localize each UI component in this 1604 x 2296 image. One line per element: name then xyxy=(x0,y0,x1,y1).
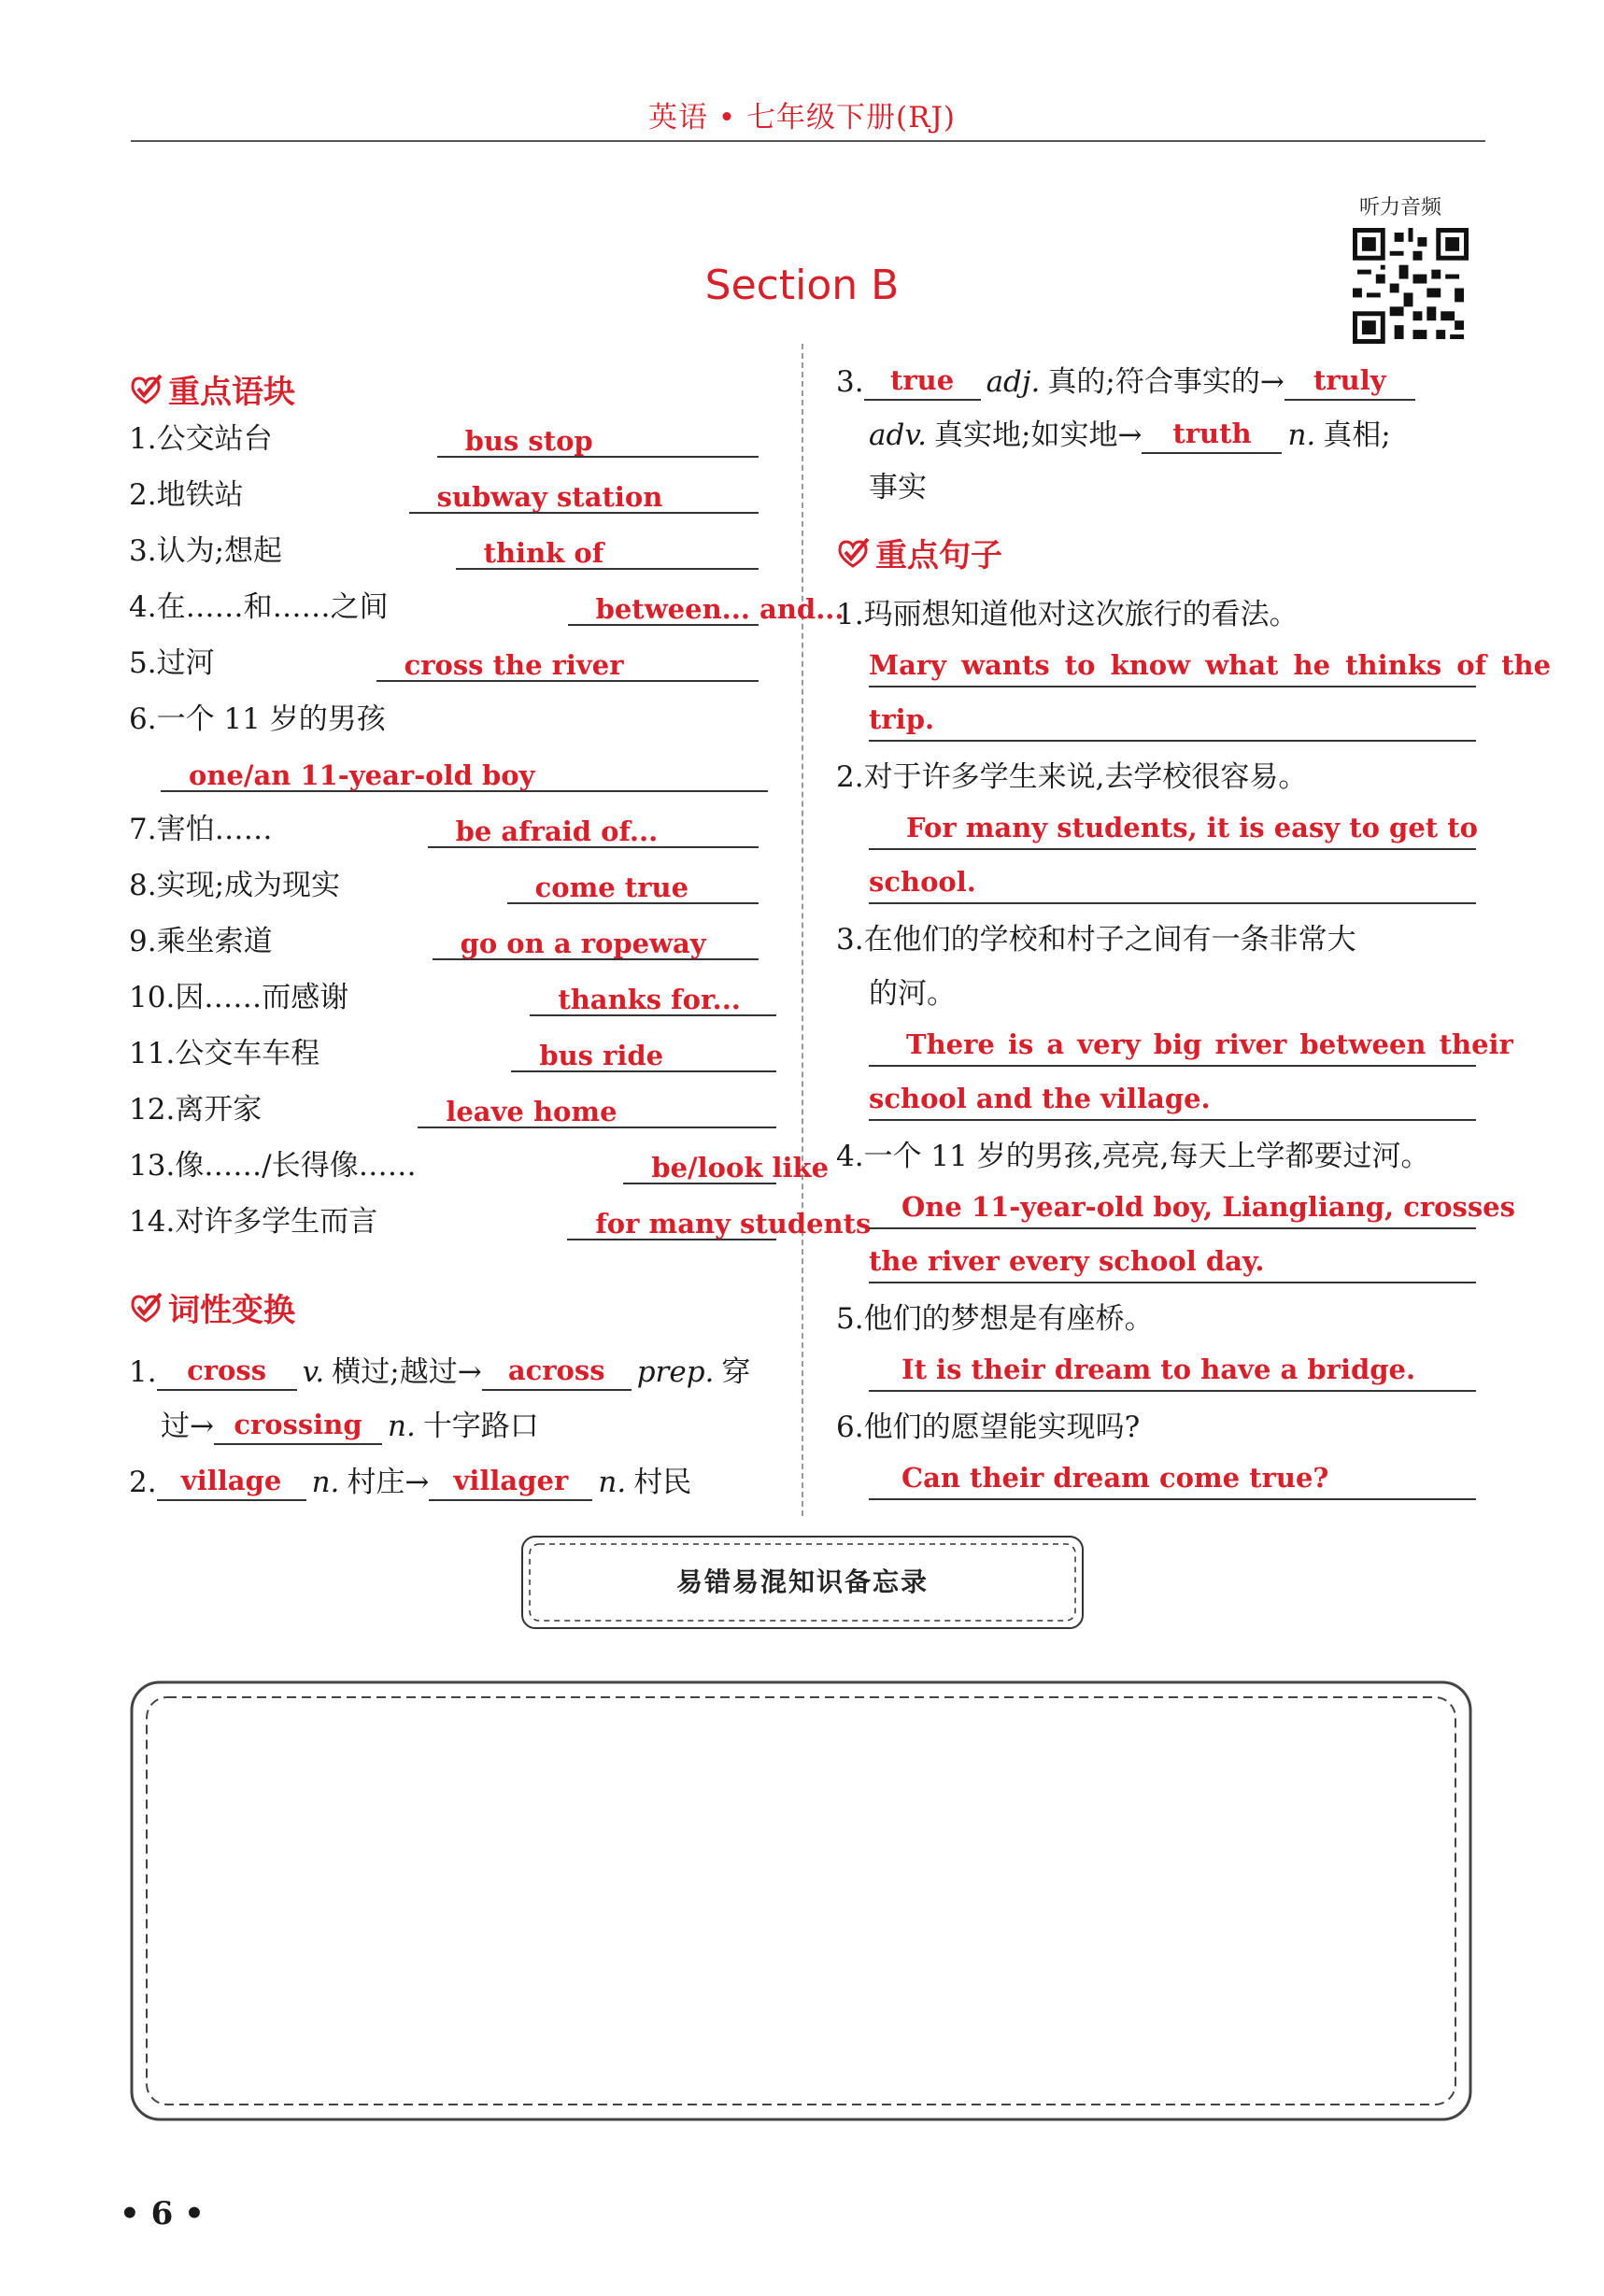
item-number: 6. xyxy=(129,702,157,736)
answer-blank[interactable]: thanks for... xyxy=(530,979,776,1016)
item-number: 5. xyxy=(836,1302,864,1336)
answer-blank[interactable]: across xyxy=(482,1350,632,1391)
sentence-1-cn xyxy=(836,596,1299,633)
item-number: 11. xyxy=(129,1037,176,1070)
answer-line[interactable]: school and the village. xyxy=(869,1078,1476,1121)
check-heart-icon xyxy=(129,374,163,405)
chinese-phrase: 在……和……之间 xyxy=(156,590,389,624)
answer-line[interactable]: school. xyxy=(869,861,1476,904)
chinese-meaning: 村民 xyxy=(633,1466,692,1499)
wordform-item-3 xyxy=(836,360,1415,401)
chinese-sentence: 玛丽想知道他对这次旅行的看法。 xyxy=(863,598,1299,631)
chinese-sentence: 的河。 xyxy=(869,977,956,1011)
part-of-speech: adv. xyxy=(869,418,928,452)
chinese-meaning: 村庄→ xyxy=(347,1466,430,1499)
item-number: 3. xyxy=(836,365,864,399)
answer-line[interactable]: One 11-year-old boy, Liangliang, crosses xyxy=(869,1186,1476,1229)
phrase-item xyxy=(129,979,776,1016)
part-of-speech: n. xyxy=(1287,418,1316,452)
answer-blank[interactable]: bus ride xyxy=(511,1035,776,1072)
answer-blank[interactable]: village xyxy=(157,1460,306,1501)
column-divider xyxy=(802,344,803,1516)
item-number: 12. xyxy=(129,1093,176,1127)
answer-blank[interactable]: go on a ropeway xyxy=(433,923,759,960)
chinese-phrase: 对许多学生而言 xyxy=(175,1205,378,1239)
chinese-sentence: 一个 11 岁的男孩,亮亮,每天上学都要过河。 xyxy=(863,1140,1430,1173)
chinese-phrase: 一个 11 岁的男孩 xyxy=(156,702,386,736)
sentence-6-cn xyxy=(836,1409,1140,1446)
phrase-item xyxy=(129,645,759,682)
section-title: Section B xyxy=(704,262,900,309)
answer-line[interactable]: For many students, it is easy to get to xyxy=(869,807,1476,850)
answer-line[interactable]: It is their dream to have a bridge. xyxy=(869,1349,1476,1392)
notes-box-frame[interactable] xyxy=(126,1677,1476,2125)
chinese-meaning: 十字路口 xyxy=(422,1410,539,1443)
item-number: 1. xyxy=(836,598,864,631)
item-number: 6. xyxy=(836,1410,864,1444)
page-number: • 6 • xyxy=(120,2195,205,2232)
sentences-heading-text: 重点句子 xyxy=(875,537,1002,574)
phrase-item xyxy=(129,1035,776,1072)
chinese-phrase: 实现;成为现实 xyxy=(156,869,341,902)
chinese-meaning: 事实 xyxy=(869,471,927,504)
wordform-item-2 xyxy=(129,1460,691,1501)
item-number: 3. xyxy=(836,923,864,957)
answer-blank[interactable]: think of xyxy=(456,532,759,570)
wordform-heading-text: 词性变换 xyxy=(168,1292,295,1329)
phrases-heading-text: 重点语块 xyxy=(168,374,295,411)
item-number: 2. xyxy=(129,1466,157,1499)
chinese-meaning: 过→ xyxy=(161,1410,214,1443)
running-header: 英语 • 七年级下册(RJ) xyxy=(648,101,956,135)
part-of-speech: n. xyxy=(311,1466,340,1499)
chinese-meaning: 穿 xyxy=(721,1355,751,1389)
part-of-speech: v. xyxy=(302,1355,325,1389)
answer-blank[interactable]: be/look like xyxy=(623,1147,776,1184)
item-number: 10. xyxy=(129,981,176,1014)
answer-line[interactable]: the river every school day. xyxy=(869,1240,1476,1283)
answer-blank[interactable]: true xyxy=(864,360,981,401)
wordform-item-3-cont2 xyxy=(869,469,927,506)
phrase-item xyxy=(129,588,845,626)
phrase-item xyxy=(129,701,386,738)
answer-blank[interactable]: villager xyxy=(429,1460,592,1501)
phrase-item xyxy=(129,923,759,960)
item-number: 4. xyxy=(836,1140,864,1173)
item-number: 9. xyxy=(129,925,157,958)
answer-blank[interactable]: truly xyxy=(1285,360,1415,401)
answer-blank[interactable]: come true xyxy=(507,867,759,904)
chinese-phrase: 离开家 xyxy=(175,1093,263,1127)
item-number: 7. xyxy=(129,813,157,846)
phrase-item xyxy=(129,811,759,848)
chinese-phrase: 公交站台 xyxy=(156,422,273,456)
answer-blank[interactable]: subway station xyxy=(409,476,759,514)
answer-text xyxy=(869,645,1552,686)
item-number: 1. xyxy=(129,1355,157,1389)
answer-line[interactable]: trip. xyxy=(869,699,1476,742)
phrase-item-cont xyxy=(161,755,768,792)
part-of-speech: prep. xyxy=(636,1355,715,1389)
phrase-item xyxy=(129,532,759,570)
chinese-meaning: 横过;越过→ xyxy=(332,1355,482,1389)
memo-title: 易错易混知识备忘录 xyxy=(675,1566,929,1597)
item-number: 3. xyxy=(129,534,157,568)
chinese-meaning: 真相; xyxy=(1323,418,1391,452)
wordform-item-1-cont xyxy=(161,1404,539,1445)
sentence-5-cn xyxy=(836,1300,1154,1338)
chinese-phrase: 像……/长得像…… xyxy=(175,1149,417,1183)
answer-line[interactable] xyxy=(869,645,1552,687)
answer-blank[interactable]: be afraid of... xyxy=(428,811,759,848)
phrase-item xyxy=(129,476,759,514)
phrase-item xyxy=(129,1147,830,1184)
wordform-heading xyxy=(129,1284,295,1330)
answer-blank[interactable]: cross the river xyxy=(376,645,759,682)
item-number: 2. xyxy=(129,478,157,512)
item-number: 14. xyxy=(129,1205,176,1239)
check-heart-icon xyxy=(129,1292,163,1324)
answer-text-line: Mary wants to know what he thinks of the xyxy=(869,649,1552,681)
phrase-item xyxy=(129,1203,872,1240)
sentence-3-cn-cont xyxy=(869,975,956,1013)
sentences-heading xyxy=(836,530,1002,575)
chinese-phrase: 乘坐索道 xyxy=(156,925,273,958)
chinese-phrase: 公交车车程 xyxy=(175,1037,320,1070)
wordform-item-1 xyxy=(129,1350,750,1391)
chinese-meaning: 真的;符合事实的→ xyxy=(1047,365,1285,399)
phrase-item xyxy=(129,420,759,458)
phrases-heading xyxy=(129,366,295,412)
check-heart-icon xyxy=(836,537,870,569)
chinese-sentence: 他们的梦想是有座桥。 xyxy=(863,1302,1154,1336)
part-of-speech: n. xyxy=(387,1410,416,1443)
answer-blank[interactable]: one/an 11-year-old boy xyxy=(161,755,768,792)
chinese-meaning: 真实地;如实地→ xyxy=(934,418,1143,452)
item-number: 13. xyxy=(129,1149,176,1183)
answer-line[interactable]: Can their dream come true? xyxy=(869,1457,1476,1500)
chinese-phrase: 地铁站 xyxy=(156,478,244,512)
item-number: 8. xyxy=(129,869,157,902)
answer-blank[interactable]: leave home xyxy=(418,1091,776,1128)
chinese-sentence: 他们的愿望能实现吗? xyxy=(863,1410,1141,1444)
chinese-sentence: 对于许多学生来说,去学校很容易。 xyxy=(863,760,1308,794)
sentence-2-cn xyxy=(836,758,1307,796)
answer-blank[interactable]: bus stop xyxy=(437,420,759,458)
wordform-item-3-cont xyxy=(869,413,1391,454)
chinese-phrase: 害怕…… xyxy=(156,813,273,846)
phrase-item xyxy=(129,1091,776,1128)
answer-blank[interactable]: truth xyxy=(1142,413,1282,454)
header-rule xyxy=(131,140,1485,142)
answer-blank[interactable]: cross xyxy=(157,1350,297,1391)
chinese-phrase: 过河 xyxy=(156,646,215,680)
part-of-speech: n. xyxy=(598,1466,627,1499)
item-number: 4. xyxy=(129,590,157,624)
chinese-sentence: 在他们的学校和村子之间有一条非常大 xyxy=(863,923,1356,957)
answer-blank[interactable]: for many students xyxy=(567,1203,776,1240)
answer-blank[interactable]: crossing xyxy=(214,1404,382,1445)
item-number: 1. xyxy=(129,422,157,456)
sentence-3-cn xyxy=(836,921,1356,958)
chinese-phrase: 因……而感谢 xyxy=(175,981,349,1014)
answer-line[interactable]: There is a very big river between their xyxy=(869,1024,1476,1067)
item-number: 2. xyxy=(836,760,864,794)
phrase-item xyxy=(129,867,759,904)
chinese-phrase: 认为;想起 xyxy=(156,534,283,568)
part-of-speech: adj. xyxy=(986,365,1041,399)
qr-caption: 听力音频 xyxy=(1359,196,1442,220)
answer-blank[interactable]: between... and... xyxy=(568,588,759,626)
sentence-4-cn xyxy=(836,1138,1429,1175)
item-number: 5. xyxy=(129,646,157,680)
